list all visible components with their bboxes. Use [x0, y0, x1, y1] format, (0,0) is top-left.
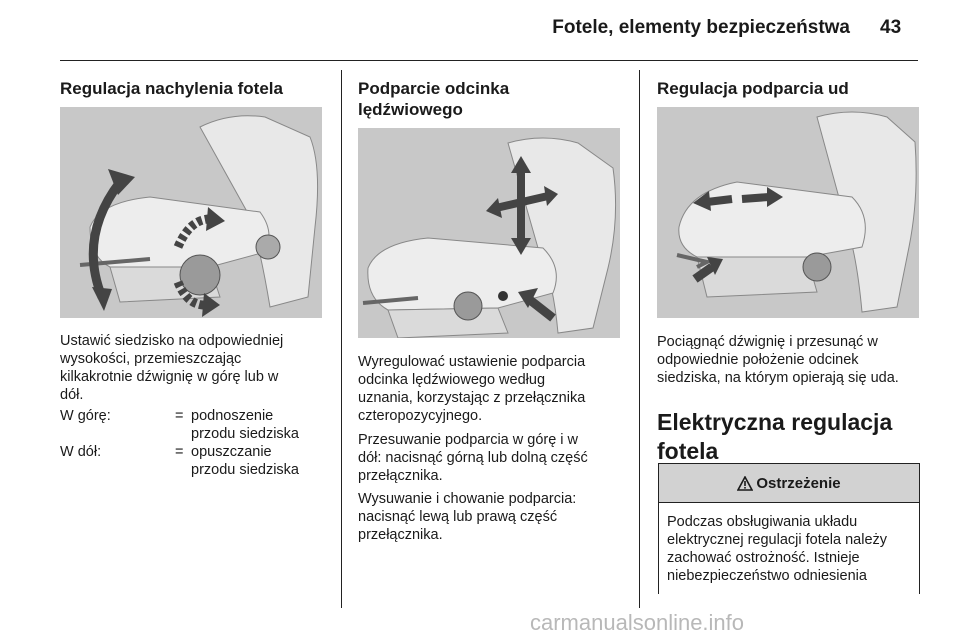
text-line: Pociągnąć dźwignię i przesunąć w: [657, 334, 878, 350]
text-line: elektrycznej regulacji fotela należy: [667, 532, 888, 548]
definition-term: W górę:: [60, 408, 111, 424]
warning-header: [659, 464, 919, 503]
warning-triangle-icon: [737, 476, 753, 491]
thigh-support-instructions: [657, 333, 927, 387]
definition-term: W dół:: [60, 444, 102, 460]
page-header-title: Fotele, elementy bezpieczeństwa: [552, 17, 850, 38]
watermark-link[interactable]: carmanualsonline.info: [530, 610, 745, 635]
text-line: czteropozycyjnego.: [358, 408, 483, 424]
thigh-support-heading: Regulacja podparcia ud: [657, 79, 849, 98]
text-line: Wyregulować ustawienie podparcia: [358, 354, 586, 370]
page-number: 43: [880, 17, 902, 38]
seat-tilt-definitions: [60, 407, 330, 479]
text-line: dół: nacisnąć górną lub dolną część: [358, 450, 588, 466]
text-line: przełącznika.: [358, 527, 443, 543]
column-divider-2: [639, 70, 640, 608]
heading-line: lędźwiowego: [358, 100, 463, 119]
text-line: przodu siedziska: [191, 426, 299, 442]
text-line: Ustawić siedzisko na odpowiedniej: [60, 333, 284, 349]
text-line: niebezpieczeństwo odniesienia: [667, 568, 867, 584]
text-line: nacisnąć lewą lub prawą część: [358, 509, 558, 525]
definition-description: [191, 407, 341, 443]
lumbar-support-illustration: [358, 128, 620, 338]
seat-tilt-instructions: [60, 332, 330, 404]
heading-line: Elektryczna regulacja: [657, 409, 893, 435]
text-line: Podczas obsługiwania układu: [667, 514, 858, 530]
text-line: przełącznika.: [358, 468, 443, 484]
lumbar-support-paragraph-2: [358, 431, 628, 485]
text-line: podnoszenie: [191, 408, 274, 424]
text-line: uznania, korzystając z przełącznika: [358, 390, 586, 406]
column-divider-1: [341, 70, 342, 608]
text-line: odcinka lędźwiowego według: [358, 372, 546, 388]
text-line: zachować ostrożność. Istnieje: [667, 550, 860, 566]
text-line: wysokości, przemieszczając: [60, 351, 242, 367]
definition-equals: =: [175, 444, 184, 460]
text-line: przodu siedziska: [191, 462, 299, 478]
text-line: odpowiednie położenie odcinek: [657, 352, 859, 368]
definition-row-down: [60, 443, 330, 479]
warning-box: [658, 463, 920, 594]
definition-equals: =: [175, 408, 184, 424]
text-line: Wysuwanie i chowanie podparcia:: [358, 491, 577, 507]
thigh-support-illustration: [657, 107, 919, 318]
warning-text: [659, 503, 919, 585]
seat-tilt-heading: Regulacja nachylenia fotela: [60, 79, 283, 98]
warning-title: Ostrzeżenie: [756, 474, 841, 492]
text-line: opuszczanie: [191, 444, 272, 460]
heading-line: Podparcie odcinka: [358, 79, 510, 98]
heading-line: fotela: [657, 438, 719, 464]
text-line: siedziska, na którym opierają się uda.: [657, 370, 899, 386]
text-line: dół.: [60, 387, 84, 403]
text-line: kilkakrotnie dźwignię w górę lub w: [60, 369, 279, 385]
lumbar-support-heading: [358, 78, 509, 120]
seat-tilt-illustration: [60, 107, 322, 318]
definition-row-up: [60, 407, 330, 443]
electric-adjustment-heading: [657, 408, 892, 466]
definition-description: [191, 443, 341, 479]
text-line: Przesuwanie podparcia w górę i w: [358, 432, 579, 448]
lumbar-support-paragraph-3: [358, 490, 628, 544]
lumbar-support-paragraph-1: [358, 353, 628, 425]
header-rule: [60, 60, 918, 61]
